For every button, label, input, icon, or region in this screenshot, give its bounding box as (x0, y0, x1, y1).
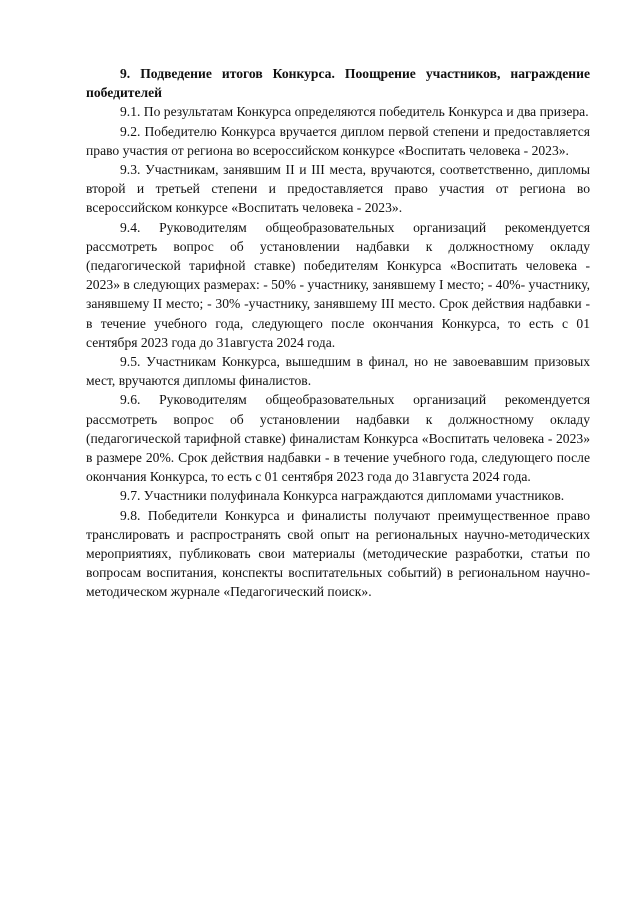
paragraph-9-1: 9.1. По результатам Конкурса определяются победитель Конкурса и два призера. (120, 104, 589, 120)
paragraph-9-8: 9.8. Победители Конкурса и финалисты получают преимущественное право транслировать и распространять свой опыт на региональных научно-методических мероприятиях, публиковать свои материалы (методические разработки, статьи по вопросам воспитания, конспекты воспитательных событий) в региональном научно-методическом журнале «Педагогический поиск». (86, 507, 590, 600)
paragraph-9-2: 9.2. Победителю Конкурса вручается диплом первой степени и предоставляется право участия от региона во всероссийском конкурсе «Воспитать человека - 2023». (86, 123, 590, 158)
paragraph-9-6: 9.6. Руководителям общеобразовательных организаций рекомендуется рассмотреть вопрос об установлении надбавки к должностному окладу (педагогической тарифной ставке) финалистам Конкурса «Воспитать человека - 2023» в размере 20%. Срок действия надбавки - в течение учебного года, следующего после окончания Конкурса, то есть с 01 сентября 2023 года до 31августа 2024 года. (86, 392, 590, 485)
document-page (86, 64, 590, 602)
paragraph-9-4: 9.4. Руководителям общеобразовательных организаций рекомендуется рассмотреть вопрос об установлении надбавки к должностному окладу (педагогической тарифной ставке) победителям Конкурса «Воспитать человека - 2023» в следующих размерах: - 50% - участнику, занявшему I место; - 40%- участнику, занявшему II место; - 30% -участнику, занявшему III место. Срок действия надбавки - в течение учебного года, следующего после окончания Конкурса, то есть с 01 сентября 2023 года до 31августа 2024 года. (86, 219, 590, 350)
paragraph-9-5: 9.5. Участникам Конкурса, вышедшим в финал, но не завоевавшим призовых мест, вручаются дипломы финалистов. (86, 354, 590, 389)
paragraph-9-3: 9.3. Участникам, занявшим II и III места, вручаются, соответственно, дипломы второй и третьей степени и предоставляется право участия от региона во всероссийском конкурсе «Воспитать человека - 2023». (86, 162, 590, 216)
section-heading: 9. Подведение итогов Конкурса. Поощрение участников, награждение победителей (86, 66, 590, 101)
paragraph-9-7: 9.7. Участники полуфинала Конкурса награждаются дипломами участников. (120, 488, 565, 504)
